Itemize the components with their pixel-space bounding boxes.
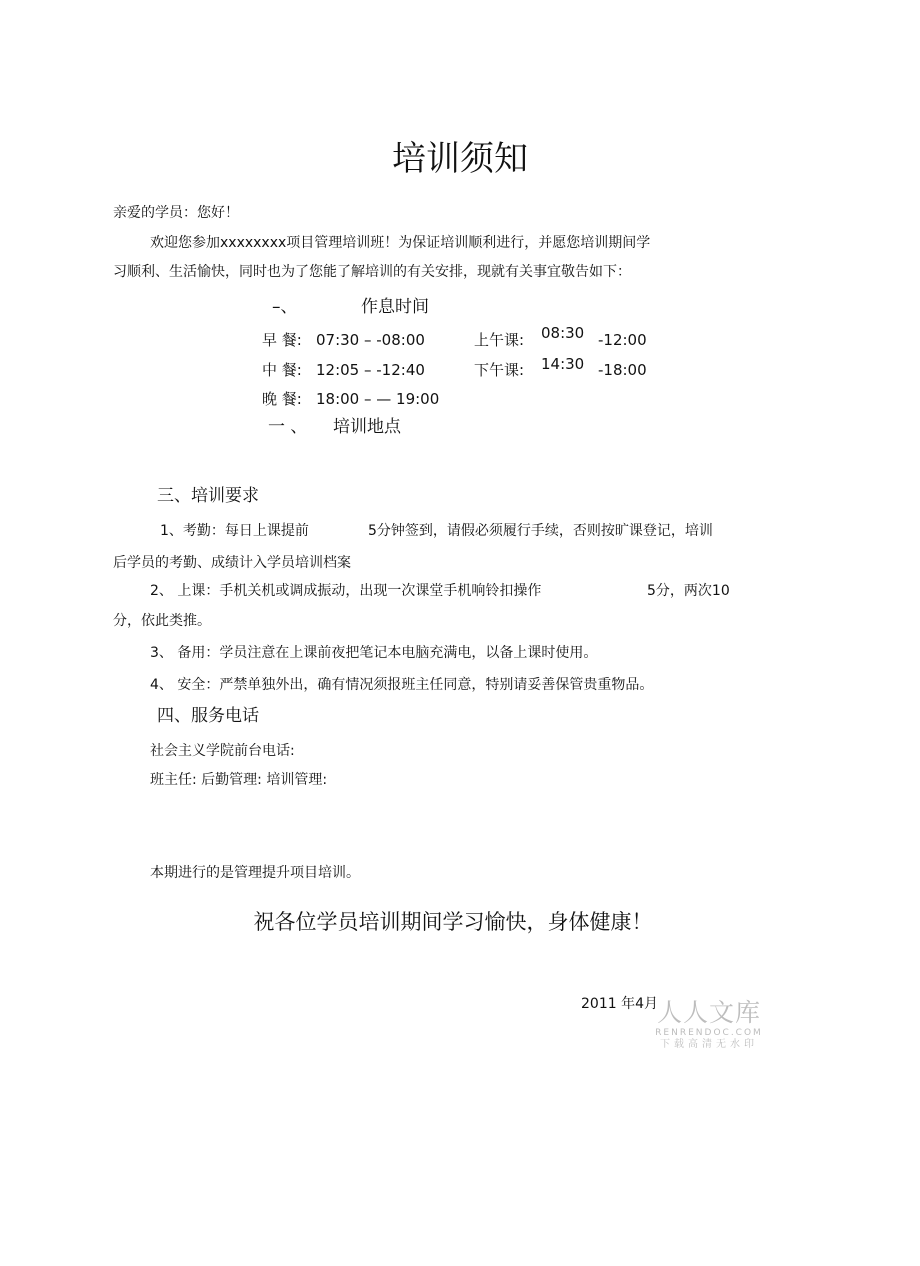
front-desk-phone: 社会主义学院前台电话: (150, 743, 295, 759)
req-1-line-2: 后学员的考勤、成绩计入学员培训档案 (113, 555, 351, 571)
contacts-line: 班主任: 后勤管理: 培训管理: (150, 772, 328, 788)
req-2-line-2: 分，依此类推。 (113, 613, 211, 629)
breakfast-label: 早 餐: (262, 331, 302, 349)
blessing: 祝各位学员培训期间学习愉快，身体健康！ (253, 910, 653, 934)
afternoon-class-end: -18:00 (598, 361, 647, 379)
morning-class-label: 上午课: (474, 331, 525, 349)
req-3: 3、 备用：学员注意在上课前夜把笔记本电脑充满电，以备上课时使用。 (150, 645, 598, 661)
afternoon-class-start: 14:30 (541, 355, 585, 373)
document-date: 2011 年4月 (581, 996, 658, 1012)
section-2-number: 一 、 (268, 417, 308, 437)
dinner-time: 18:00 – — 19:00 (316, 390, 440, 408)
dinner-label: 晚 餐: (262, 390, 302, 408)
req-2-line-1a: 2、 上课：手机关机或调成振动，出现一次课堂手机响铃扣操作 (150, 583, 542, 599)
section-3-title: 三、培训要求 (157, 486, 259, 506)
req-2-line-1b: 5分，两次10 (647, 583, 730, 599)
intro-line-2: 习顺利、生活愉快，同时也为了您能了解培训的有关安排，现就有关事宜敬告如下： (113, 264, 631, 280)
req-1-line-1a: 1、考勤：每日上课提前 (160, 523, 309, 539)
afternoon-class-label: 下午课: (474, 361, 525, 379)
watermark-subtitle: 下载高清无水印 (660, 1039, 758, 1050)
lunch-label: 中 餐: (262, 361, 302, 379)
req-4: 4、 安全：严禁单独外出，确有情况须报班主任同意，特别请妥善保管贵重物品。 (150, 677, 654, 693)
training-note: 本期进行的是管理提升项目培训。 (150, 865, 360, 881)
req-1-line-1b: 5分钟签到，请假必须履行手续，否则按旷课登记，培训 (368, 523, 713, 539)
section-1-title: 作息时间 (361, 297, 429, 317)
section-4-title: 四、服务电话 (157, 706, 259, 726)
section-2-title: 培训地点 (333, 417, 401, 437)
morning-class-end: -12:00 (598, 331, 647, 349)
watermark (646, 1000, 772, 1050)
watermark-logo: 人人文库 (656, 998, 761, 1027)
intro-line-1: 欢迎您参加xxxxxxxx项目管理培训班！为保证培训顺利进行，并愿您培训期间学 (150, 235, 651, 251)
page-title: 培训须知 (392, 139, 528, 179)
section-1-number: –、 (272, 297, 298, 317)
greeting: 亲爱的学员：您好！ (113, 205, 239, 221)
lunch-time: 12:05 – -12:40 (316, 361, 425, 379)
morning-class-start: 08:30 (541, 324, 585, 342)
watermark-url: RENRENDOC.COM (655, 1028, 763, 1038)
breakfast-time: 07:30 – -08:00 (316, 331, 425, 349)
